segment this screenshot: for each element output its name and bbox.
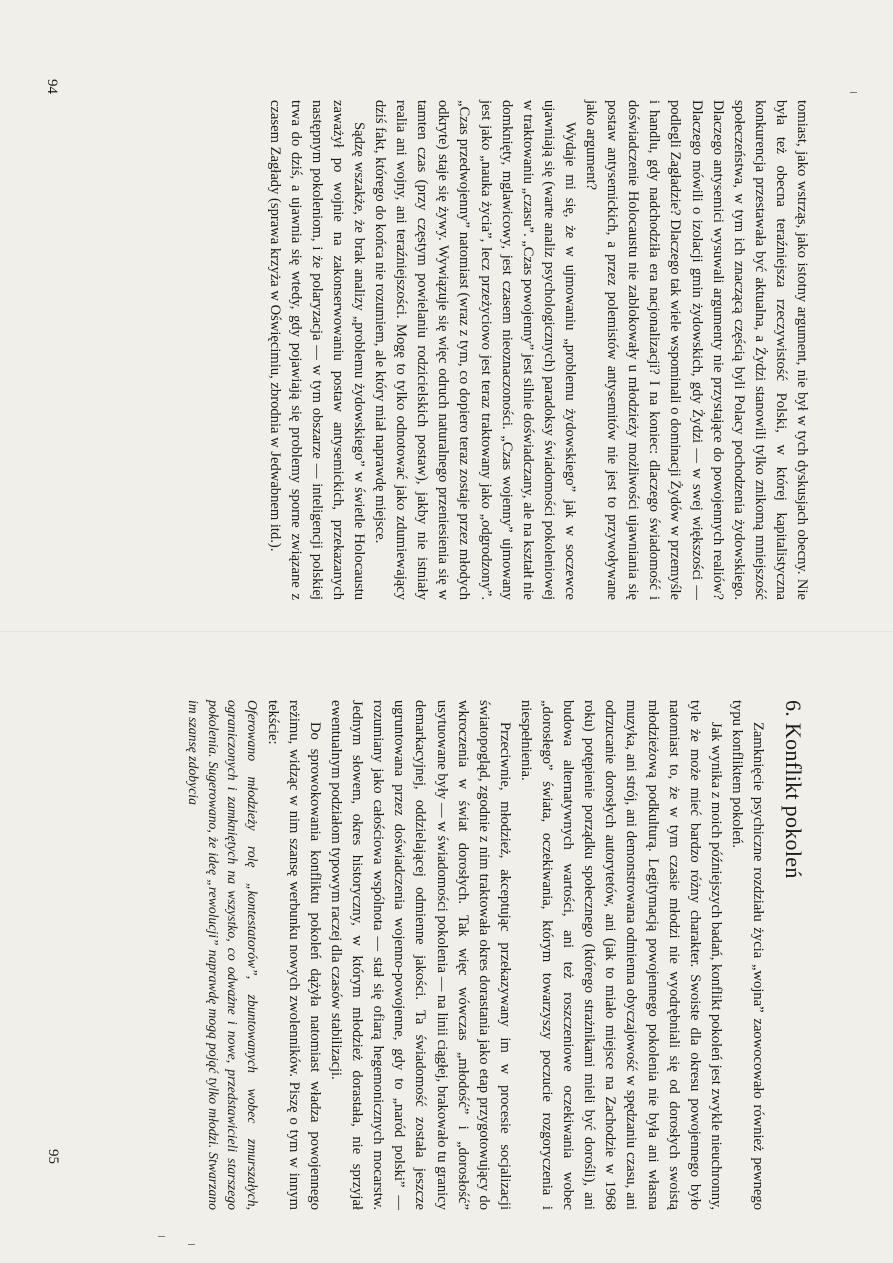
- page-95-text: [90, 700, 808, 1210]
- paragraph: Zamknięcie psychiczne rozdziału życia „wojna” zaowocowało również pewnego typu konfliktem pokoleń.: [728, 700, 766, 1210]
- paragraph: Do sprowokowania konfliktu pokoleń dążyła natomiast władza powojennego reżimu, widząc w nim szansę werbunku nowych zwolenników. Piszę o tym w innym tekście:: [264, 700, 324, 1210]
- scan-mark: [850, 92, 857, 93]
- page-94-text: [95, 100, 812, 600]
- block-quote: Oferowano młodzieży rolę „kontestatorów”, zbuntowanych wobec zmurszałych, ograniczonych i zamkniętych na wszystko, co odważne i nowe, przedstawicieli starszego pokolenia. Sugerowano, że ideę „rewolucji” naprawdę mogą pojąć tylko młodzi. Stwarzano im szansę zdobycia: [185, 700, 260, 1210]
- paragraph: Sądzę wszakże, że brak analizy „problemu żydowskiego” w świetle Holocaustu zaważył po wojnie na zakonserwowaniu postaw antysemickich, przekazanych następnym pokoleniom, i że polaryzacja — w tym obszarze — inteligencji polskiej trwa do dziś, a ujawnia się wtedy, gdy pojawiają się problemy sporne związane z czasem Zagłady (sprawa krzyża w Oświęcimiu, zbrodnia w Jedwabnem itd.).: [266, 100, 368, 600]
- paragraph: Przeciwnie, młodzież, akceptując przekazywany im w procesie socjalizacji światopogląd, zgodnie z nim traktowała okres dorastania jako etap przygotowujący do wkroczenia w świat dorosłych. Tak więc wówczas „młodość” i „dorosłość” usytuowane były — w świadomości pokolenia — na linii ciągłej, brakowało tu granicy demarkacyjnej, oddzielającej odmienne jakości. Ta świadomość została jeszcze ugruntowana przez doświadczenia wojenno-powojenne, gdy to „naród polski” — rozumiany jako całościowa wspólnota — stał się ofiarą hegemonicznych mocarstw. Jednym słowem, okres historyczny, w którym młodzież dorastała, nie sprzyjał ewentualnym podziałom typowym raczej dla czasów stabilizacji.: [328, 700, 513, 1210]
- section-heading: 6. Konflikt pokoleń: [781, 700, 806, 879]
- scan-mark: [188, 1244, 195, 1245]
- paragraph: Wydaje mi się, że w ujmowaniu „problemu żydowskiego” jak w soczewce ujawniają się (warte analiz psychologicznych) paradoksy świadomości pokoleniowej w traktowaniu „czasu”. „Czas powojenny” jest silnie doświadczany, ale na kształt nie domknięty, mglawicowy, jest czasem nieoznaczoności. „Czas wojenny” ujmowany jest jako „nauka życia”, lecz przeżyciowo jest teraz traktowany jako „odgrodzony”. „Czas przedwojenny” natomiast (wraz z tym, co dopiero teraz zostaje przez młodych odkryte) staje się żywy. Wywiązuje się więc odruch naturalnego przeniesienia się w tamten czas (przy częstym powielaniu rodzicielskich postaw), jakby nie istniały realia ani wojny, ani teraźniejszości. Mogę to tylko odnotować jako zdumiewający dziś fakt, którego do końca nie rozumiem, ale który miał naprawdę miejsce.: [372, 100, 578, 600]
- page-number-left: 94: [44, 79, 60, 94]
- scan-mark: [158, 1236, 165, 1237]
- paragraph: tomiast, jako wstrząs, jako istotny argument, nie był w tych dyskusjach obecny. Nie była też obecna teraźniejsza rzeczywistość Polski, w której kapitalistyczna konkurencja przestawała być aktualna, a Żydzi stanowili tylko znikomą mniejszość społeczeństwa, w tym ich znaczącą częścią byli Polacy pochodzenia żydowskiego. Dlaczego antysemici wysuwali argumenty nie przystające do powojennych realiów? Dlaczego mówili o izolacji gmin żydowskich, gdy Żydzi — w swej większości — podlegli Zagładzie? Dlaczego tak wiele wspominali o dominacji Żydów w przemyśle i handlu, gdy nadchodziła era nacjonalizacji? I na koniec: dlaczego świadomość i doświadczenie Holocaustu nie zablokowały u młodzieży możliwości ujawniania się postaw antysemickich, a przez polemistów antysemitów nie jest to przywoływane jako argument?: [583, 100, 810, 600]
- page-94: [95, 100, 812, 600]
- page-number-right: 95: [45, 1149, 61, 1164]
- paragraph: Jak wynika z moich późniejszych badań, konflikt pokoleń jest zwykle nieuchronny, tyle że może mieć bardzo różny charakter. Swoiste dla okresu powojennego było natomiast to, że w tym czasie młodzi nie wyodrębniali się od dorosłych swoistą młodzieżową podkulturą. Legitymacją powojennego pokolenia nie była ani własna muzyka, ani strój, ani demonstrowana odmienna obyczajowość w spędzaniu czasu, ani odrzucanie dorosłych autorytetów, ani (jak to miało miejsce na Zachodzie w 1968 roku) potępienie porządku społecznego (którego strażnikami mieli być dorośli), ani budowa alternatywnych wartości, ani też roszczeniowe oczekiwania wobec „dorosłego” świata, oczekiwania, którym towarzyszy poczucie rozgoryczenia i niespełnienia.: [517, 700, 724, 1210]
- page-95: [90, 700, 808, 1210]
- page-fold: [0, 631, 893, 632]
